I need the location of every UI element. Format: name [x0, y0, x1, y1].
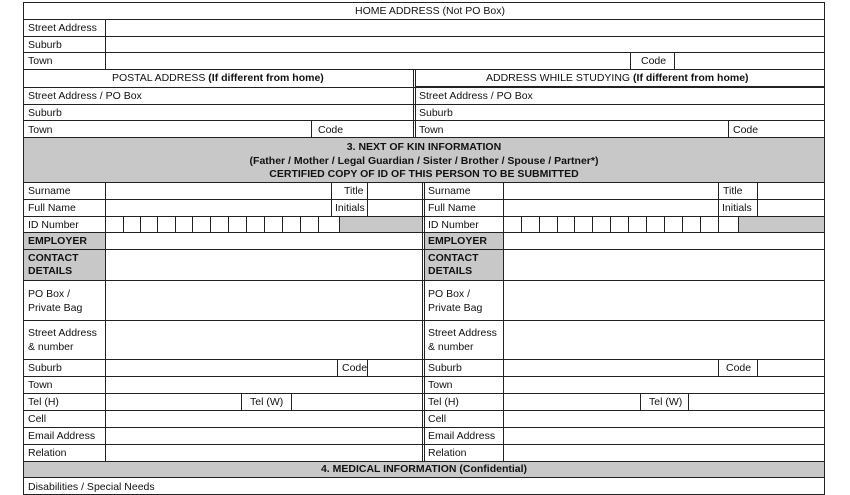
postal-title-prefix: POSTAL ADDRESS	[112, 72, 209, 84]
kin-right-id-label: ID Number	[428, 219, 479, 231]
kin-left-title-label: Title	[344, 185, 364, 197]
kin-left-initials-label: Initials	[335, 202, 365, 214]
postal-code-field[interactable]	[350, 121, 413, 137]
postal-street-field[interactable]	[140, 88, 413, 104]
kin-left-suburb-label: Suburb	[28, 362, 62, 374]
kin-left-telw-label: Tel (W)	[250, 396, 284, 408]
kin-heading-relations: (Father / Mother / Legal Guardian / Sister / Brother / Spouse / Partner*)	[249, 155, 599, 167]
home-street-field[interactable]	[106, 20, 824, 36]
kin-right-pobox-label-2: Private Bag	[428, 302, 483, 314]
kin-right-cell-field[interactable]	[504, 411, 824, 427]
kin-left-code-field[interactable]	[368, 360, 422, 376]
kin-right-street-field[interactable]	[504, 321, 824, 359]
postal-suburb-label: Suburb	[28, 107, 62, 119]
kin-right-town-label: Town	[428, 379, 453, 391]
kin-left-fullname-label: Full Name	[28, 202, 76, 214]
kin-right-pobox-field[interactable]	[504, 281, 824, 320]
kin-right-relation-field[interactable]	[504, 445, 824, 461]
kin-right-title-label: Title	[723, 185, 743, 197]
kin-right-street-label-2: & number	[428, 341, 474, 353]
postal-town-label: Town	[28, 124, 53, 136]
kin-left-telh-field[interactable]	[106, 394, 241, 410]
kin-left-telw-field[interactable]	[292, 394, 422, 410]
kin-left-email-label: Email Address	[28, 430, 96, 442]
home-suburb-label: Suburb	[28, 39, 62, 51]
kin-right-street-label-1: Street Address	[428, 327, 497, 339]
id-shade-left	[339, 216, 422, 232]
kin-right-email-field[interactable]	[504, 428, 824, 444]
kin-left-email-field[interactable]	[106, 428, 422, 444]
studying-town-field[interactable]	[450, 121, 728, 137]
kin-left-contact-field[interactable]	[106, 250, 422, 280]
home-address-title: HOME ADDRESS (Not PO Box)	[355, 5, 505, 17]
kin-right-contact-label-1: CONTACT	[428, 252, 479, 264]
kin-right-initials-label: Initials	[722, 202, 752, 214]
kin-right-fullname-label: Full Name	[428, 202, 476, 214]
home-town-label: Town	[28, 55, 53, 67]
kin-left-pobox-field[interactable]	[106, 281, 422, 320]
postal-suburb-field[interactable]	[70, 105, 413, 120]
kin-right-town-field[interactable]	[504, 377, 824, 393]
kin-left-cell-label: Cell	[28, 413, 47, 425]
kin-left-id-field[interactable]	[106, 217, 339, 232]
studying-suburb-field[interactable]	[460, 105, 824, 120]
kin-right-contact-label-2: DETAILS	[428, 265, 473, 277]
kin-left-relation-field[interactable]	[106, 445, 422, 461]
home-code-label: Code	[641, 55, 667, 67]
kin-right-contact-field[interactable]	[504, 250, 824, 280]
kin-right-code-field[interactable]	[758, 360, 824, 376]
home-code-field[interactable]	[675, 53, 824, 69]
studying-code-label: Code	[733, 124, 759, 136]
kin-right-telh-label: Tel (H)	[428, 396, 459, 408]
postal-title-note: (If different from home)	[208, 72, 324, 84]
kin-right-fullname-field[interactable]	[504, 200, 718, 216]
kin-right-employer-field[interactable]	[504, 233, 824, 249]
kin-right-code-label: Code	[726, 362, 752, 374]
home-town-field[interactable]	[106, 53, 630, 69]
kin-left-pobox-label-1: PO Box /	[28, 288, 71, 300]
postal-street-label: Street Address / PO Box	[28, 90, 142, 102]
disabilities-label: Disabilities / Special Needs	[28, 481, 155, 493]
home-suburb-field[interactable]	[106, 37, 824, 52]
kin-left-id-label: ID Number	[28, 219, 79, 231]
postal-address-title	[112, 72, 324, 84]
studying-town-label: Town	[419, 124, 444, 136]
studying-title-note: (If different from home)	[633, 72, 749, 84]
disabilities-field[interactable]	[160, 478, 824, 494]
studying-street-field[interactable]	[530, 88, 824, 104]
studying-title-prefix: ADDRESS WHILE STUDYING	[486, 72, 634, 84]
kin-right-relation-label: Relation	[428, 447, 467, 459]
kin-heading: 3. NEXT OF KIN INFORMATION	[346, 141, 502, 153]
kin-right-suburb-field[interactable]	[504, 360, 718, 376]
kin-left-employer-label: EMPLOYER	[28, 235, 87, 247]
kin-left-town-label: Town	[28, 379, 53, 391]
kin-right-initials-field[interactable]	[758, 200, 824, 216]
kin-left-contact-label-1: CONTACT	[28, 252, 79, 264]
kin-right-surname-field[interactable]	[504, 183, 718, 199]
kin-right-id-field[interactable]	[504, 217, 738, 232]
medical-heading: 4. MEDICAL INFORMATION (Confidential)	[320, 463, 528, 475]
kin-left-surname-field[interactable]	[106, 183, 331, 199]
kin-left-relation-label: Relation	[28, 447, 67, 459]
kin-heading-id-note: CERTIFIED COPY OF ID OF THIS PERSON TO BE SUBMITTED	[269, 168, 579, 180]
kin-right-surname-label: Surname	[428, 185, 471, 197]
studying-address-title	[486, 72, 749, 84]
studying-code-field[interactable]	[762, 121, 824, 137]
kin-left-surname-label: Surname	[28, 185, 71, 197]
postal-code-label: Code	[318, 124, 344, 136]
postal-town-field[interactable]	[60, 121, 311, 137]
id-shade-right	[738, 216, 824, 232]
kin-left-contact-label-2: DETAILS	[28, 265, 73, 277]
kin-left-cell-field[interactable]	[106, 411, 422, 427]
kin-left-title-field[interactable]	[368, 183, 422, 199]
kin-right-title-field[interactable]	[758, 183, 824, 199]
kin-right-telw-label: Tel (W)	[649, 396, 683, 408]
kin-left-street-label-1: Street Address	[28, 327, 97, 339]
kin-left-pobox-label-2: Private Bag	[28, 302, 83, 314]
studying-suburb-label: Suburb	[419, 107, 453, 119]
kin-right-email-label: Email Address	[428, 430, 496, 442]
kin-left-town-field[interactable]	[106, 377, 422, 393]
home-street-label: Street Address	[28, 22, 97, 34]
kin-left-telh-label: Tel (H)	[28, 396, 59, 408]
kin-left-code-label: Code	[342, 362, 368, 374]
kin-right-pobox-label-1: PO Box /	[428, 288, 471, 300]
kin-left-employer-field[interactable]	[106, 233, 422, 249]
kin-left-fullname-field[interactable]	[106, 200, 331, 216]
kin-right-telw-field[interactable]	[689, 394, 824, 410]
kin-left-suburb-field[interactable]	[106, 360, 337, 376]
kin-right-suburb-label: Suburb	[428, 362, 462, 374]
kin-left-street-label-2: & number	[28, 341, 74, 353]
kin-right-cell-label: Cell	[428, 413, 447, 425]
kin-right-employer-label: EMPLOYER	[428, 235, 487, 247]
kin-left-street-field[interactable]	[106, 321, 422, 359]
kin-left-initials-field[interactable]	[368, 200, 422, 216]
studying-street-label: Street Address / PO Box	[419, 90, 533, 102]
kin-right-telh-field[interactable]	[504, 394, 640, 410]
